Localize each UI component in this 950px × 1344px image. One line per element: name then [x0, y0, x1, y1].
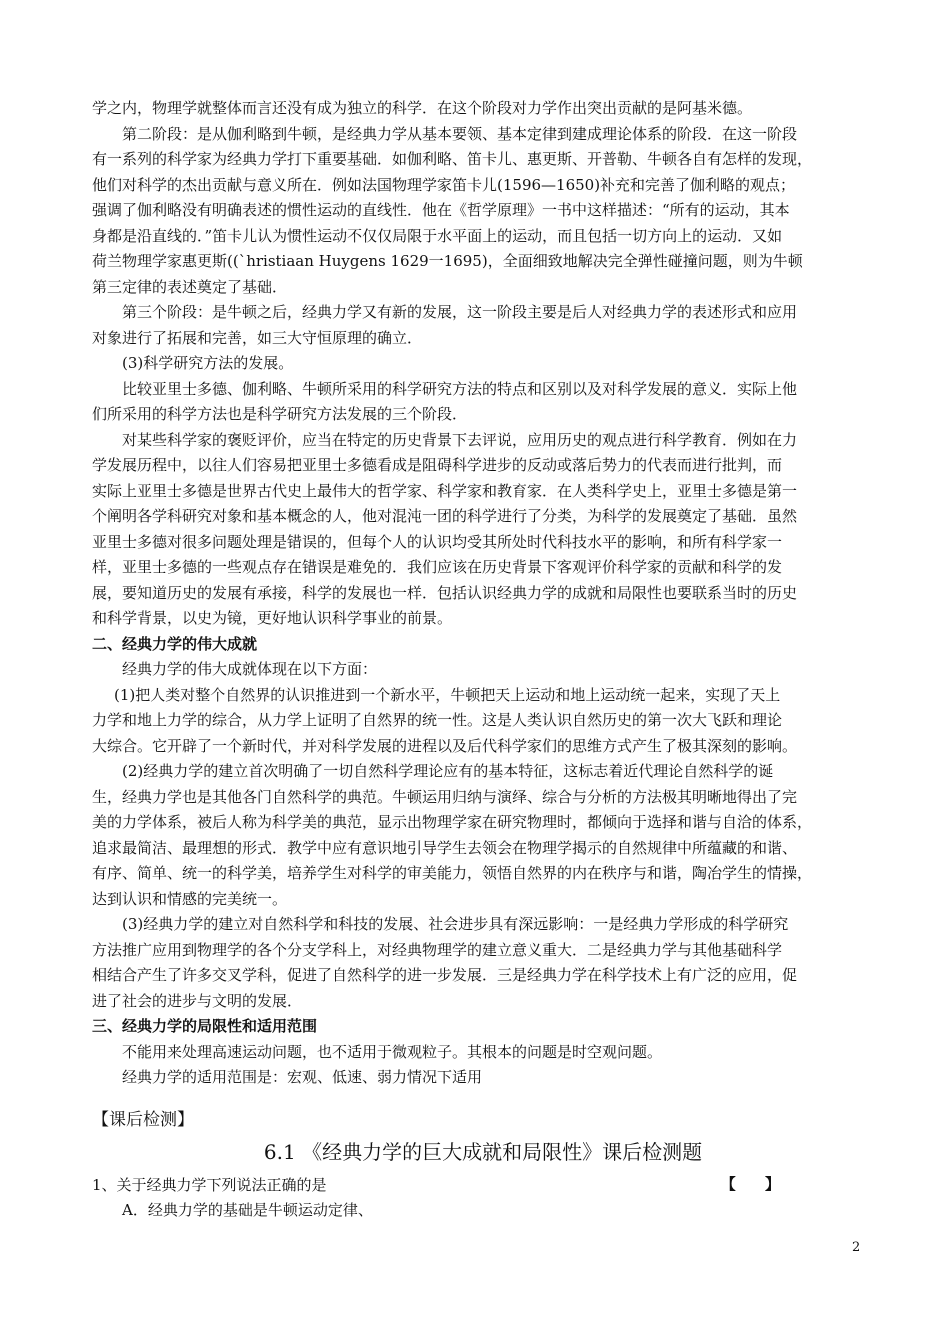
achievement-2-line: (2)经典力学的建立首次明确了一切自然科学理论应有的基本特征，这标志着近代理论自然科学的诞 — [122, 762, 774, 780]
answer-bracket: 【 】 — [720, 1174, 792, 1193]
limits-line: 经典力学的适用范围是：宏观、低速、弱力情况下适用 — [122, 1068, 483, 1086]
evaluation-line: 亚里士多德对很多问题处理是错误的，但每个人的认识均受其所处时代科技水平的影响，和所有科学家一 — [92, 532, 783, 551]
evaluation-line: 对某些科学家的褒贬评价，应当在特定的历史背景下去评说，应用历史的观点进行科学教育．例如在力 — [122, 430, 798, 449]
method-paragraph — [92, 377, 874, 428]
limits-line: 不能用来处理高速运动问题，也不适用于微观粒子。其根本的问题是时空观问题。 — [122, 1042, 663, 1061]
achievement-3-line: 方法推广应用到物理学的各个分支学科上，对经典物理学的建立意义重大．二是经典力学与其他基础科学 — [92, 940, 783, 959]
achievement-2-line: 有序、简单、统一的科学美，培养学生对科学的审美能力，领悟自然界的内在秩序与和谐，陶冶学生的情操， — [92, 864, 813, 882]
option-a: A．经典力学的基础是牛顿运动定律、 — [122, 1201, 373, 1219]
section2-intro: 经典力学的伟大成就体现在以下方面： — [122, 660, 378, 678]
stage2-line: 第三定律的表述奠定了基础． — [92, 277, 288, 296]
achievement-3-line: 进了社会的进步与文明的发展． — [92, 991, 303, 1010]
achievement-2-line: 追求最简洁、最理想的形式．教学中应有意识地引导学生去领会在物理学揭示的自然规律中所蕴藏的和谐、 — [92, 838, 798, 857]
stage2-line: 有一系列的科学家为经典力学打下重要基础．如伽利略、笛卡儿、惠更斯、开普勒、牛顿各自有怎样的发现， — [92, 150, 813, 168]
method-line: 比较亚里士多德、伽利略、牛顿所采用的科学研究方法的特点和区别以及对科学发展的意义．实际上他 — [122, 379, 798, 398]
method-line: 们所采用的科学方法也是科学研究方法发展的三个阶段． — [92, 405, 468, 423]
evaluation-line: 和科学背景，以史为镜，更好地认识科学事业的前景。 — [92, 609, 453, 627]
evaluation-line: 个阐明各学科研究对象和基本概念的人，他对混沌一团的科学进行了分类，为科学的发展奠定了基础．虽然 — [92, 507, 798, 525]
after-class-tag: 【课后检测】 — [92, 1109, 194, 1130]
stage3-paragraph — [92, 300, 874, 351]
evaluation-line: 展，要知道历史的发展有承接，科学的发展也一样．包括认识经典力学的成就和局限性也要联系当时的历史 — [92, 583, 798, 602]
achievement-2-paragraph — [92, 759, 874, 912]
evaluation-paragraph — [92, 428, 874, 632]
stage2-line: 他们对科学的杰出贡献与意义所在．例如法国物理学家笛卡儿(1596—1650)补充和完善了伽利略的观点； — [92, 175, 796, 194]
stage2-paragraph — [92, 122, 874, 301]
achievement-2-line: 美的力学体系，被后人称为科学美的典范，显示出物理学家在研究物理时，都倾向于选择和谐与自洽的体系， — [92, 813, 813, 831]
method-heading: (3)科学研究方法的发展。 — [122, 354, 294, 372]
stage2-line: 荷兰物理学家惠更斯((`hristiaan Huygens 1629一1695)，全面细致地解决完全弹性碰撞问题，则为牛顿 — [92, 252, 803, 270]
achievement-3-paragraph — [92, 912, 874, 1014]
page-number: 2 — [852, 1240, 861, 1255]
achievement-1-paragraph — [92, 683, 874, 760]
achievement-3-line: (3)经典力学的建立对自然科学和科技的发展、社会进步具有深远影响：一是经典力学形成的科学研究 — [122, 915, 789, 933]
stage2-line: 身都是沿直线的．”笛卡儿认为惯性运动不仅仅局限于水平面上的运动，而且包括一切方向上的运动．又如 — [92, 226, 783, 245]
achievement-2-line: 生，经典力学也是其他各门自然科学的典范。牛顿运用归纳与演绎、综合与分析的方法极其明晰地得出了完 — [92, 787, 798, 806]
page-body — [92, 96, 874, 1224]
stage2-line: 第二阶段：是从伽利略到牛顿，是经典力学从基本要领、基本定律到建成理论体系的阶段．在这一阶段 — [122, 124, 798, 143]
quiz-title: 6.1 《经典力学的巨大成就和局限性》课后检测题 — [263, 1139, 703, 1164]
stage2-line: 强调了伽利略没有明确表述的惯性运动的直线性．他在《哲学原理》一书中这样描述：“所有的运动，其本 — [92, 201, 790, 219]
question-1 — [92, 1173, 874, 1199]
achievement-1-line: (1)把人类对整个自然界的认识推进到一个新水平，牛顿把天上运动和地上运动统一起来，实现了天上 — [114, 685, 781, 704]
achievement-1-line: 力学和地上力学的综合，从力学上证明了自然界的统一性。这是人类认识自然历史的第一次大飞跃和理论 — [92, 711, 783, 729]
section2-heading: 二、经典力学的伟大成就 — [92, 634, 258, 653]
achievement-2-line: 达到认识和情感的完美统一。 — [92, 889, 288, 908]
evaluation-line: 实际上亚里士多德是世界古代史上最伟大的哲学家、科学家和教育家．在人类科学史上，亚里士多德是第一 — [92, 481, 798, 500]
spacer — [92, 1091, 874, 1105]
section3-heading: 三、经典力学的局限性和适用范围 — [92, 1017, 318, 1035]
question-1-text: 1、关于经典力学下列说法正确的是 — [92, 1175, 327, 1194]
stage3-line: 第三个阶段：是牛顿之后，经典力学又有新的发展，这一阶段主要是后人对经典力学的表述形式和应用 — [122, 303, 798, 321]
achievement-3-line: 相结合产生了许多交叉学科，促进了自然科学的进一步发展．三是经典力学在科学技术上有广泛的应用，促 — [92, 966, 798, 984]
evaluation-line: 样，亚里士多德的一些观点存在错误是难免的．我们应该在历史背景下客观评价科学家的贡献和科学的发 — [92, 558, 783, 576]
intro-tail-line: 学之内，物理学就整体而言还没有成为独立的科学．在这个阶段对力学作出突出贡献的是阿基米德。 — [92, 99, 753, 117]
evaluation-line: 学发展历程中，以往人们容易把亚里士多德看成是阻碍科学进步的反动或落后势力的代表而进行批判，而 — [92, 456, 783, 474]
achievement-1-line: 大综合。它开辟了一个新时代，并对科学发展的进程以及后代科学家们的思维方式产生了极其深刻的影响。 — [92, 736, 798, 755]
stage3-line: 对象进行了拓展和完善，如三大守恒原理的确立． — [92, 328, 423, 347]
